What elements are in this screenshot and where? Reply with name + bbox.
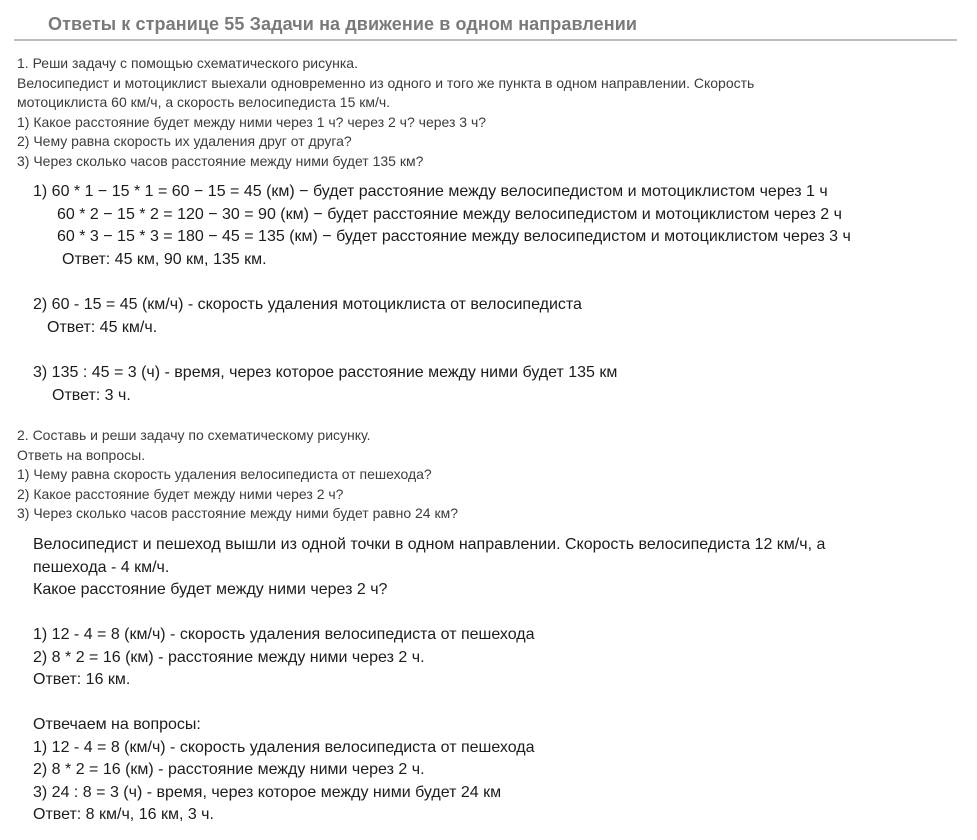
- task2-line: 1) Чему равна скорость удаления велосипедиста от пешехода?: [17, 466, 432, 482]
- task2-solution: [33, 534, 825, 827]
- task1-answer3: [33, 362, 617, 407]
- answer-line: 1) 60 * 1 − 15 * 1 = 60 − 15 = 45 (км) − будет расстояние между велосипедистом и мотоциклистом через 1 ч: [33, 183, 828, 200]
- problem-line: Велосипедист и пешеход вышли из одной точки в одном направлении. Скорость велосипедиста 12 км/ч, а: [33, 536, 826, 553]
- answer-line: 3) 135 : 45 = 3 (ч) - время, через которое расстояние между ними будет 135 км: [33, 364, 618, 381]
- task1-line: 3) Через сколько часов расстояние между ними будет 135 км?: [17, 152, 424, 169]
- solution-line: 2) 8 * 2 = 16 (км) - расстояние между ними через 2 ч.: [33, 648, 425, 666]
- task2-statement: [17, 426, 458, 524]
- spacer: [33, 692, 825, 715]
- answer-line: 60 * 2 − 15 * 2 = 120 − 30 = 90 (км) − будет расстояние между велосипедистом и мотоциклистом через 2 ч: [57, 205, 842, 223]
- task2-line: 2. Составь и реши задачу по схематическому рисунку.: [17, 427, 371, 443]
- problem-line: пешехода - 4 км/ч.: [33, 558, 170, 576]
- task1-line: мотоциклиста 60 км/ч, а скорость велосипедиста 15 км/ч.: [17, 94, 391, 110]
- answer-line: Ответ: 3 ч.: [52, 386, 131, 404]
- title-divider: [14, 39, 957, 41]
- task1-answer1: [33, 181, 851, 271]
- task1-statement: [17, 54, 754, 171]
- task1-line: Велосипедист и мотоциклист выехали одновременно из одного и того же пункта в одном направлении. Скорость: [17, 74, 755, 91]
- qa-line: Отвечаем на вопросы:: [33, 716, 201, 733]
- qa-line: 2) 8 * 2 = 16 (км) - расстояние между ними через 2 ч.: [33, 761, 425, 778]
- problem-line: Какое расстояние будет между ними через 2 ч?: [33, 581, 388, 598]
- task1-line: 1) Какое расстояние будет между ними через 1 ч? через 2 ч? через 3 ч?: [17, 113, 487, 130]
- answer-line: 2) 60 - 15 = 45 (км/ч) - скорость удаления мотоциклиста от велосипедиста: [33, 296, 582, 313]
- solution-line: Ответ: 16 км.: [33, 671, 131, 688]
- answer-line: 60 * 3 − 15 * 3 = 180 − 45 = 135 (км) − будет расстояние между велосипедистом и мотоциклистом через 3 ч: [57, 228, 851, 245]
- answer-line: Ответ: 45 км, 90 км, 135 км.: [62, 250, 267, 268]
- task2-line: 3) Через сколько часов расстояние между ними будет равно 24 км?: [17, 505, 458, 521]
- spacer: [33, 602, 825, 625]
- answer-line: Ответ: 45 км/ч.: [47, 318, 158, 336]
- task2-line: Ответь на вопросы.: [17, 446, 146, 463]
- task1-answer2: [33, 294, 582, 339]
- qa-line: 3) 24 : 8 = 3 (ч) - время, через которое между ними будет 24 км: [33, 783, 502, 801]
- task1-line: 1. Реши задачу с помощью схематического рисунка.: [17, 55, 358, 71]
- solution-line: 1) 12 - 4 = 8 (км/ч) - скорость удаления велосипедиста от пешехода: [33, 626, 535, 643]
- page-title: Ответы к странице 55 Задачи на движение в одном направлении: [48, 14, 638, 34]
- qa-line: Ответ: 8 км/ч, 16 км, 3 ч.: [33, 806, 214, 823]
- task1-line: 2) Чему равна скорость их удаления друг от друга?: [17, 133, 352, 149]
- task2-line: 2) Какое расстояние будет между ними через 2 ч?: [17, 485, 344, 502]
- qa-line: 1) 12 - 4 = 8 (км/ч) - скорость удаления велосипедиста от пешехода: [33, 738, 535, 756]
